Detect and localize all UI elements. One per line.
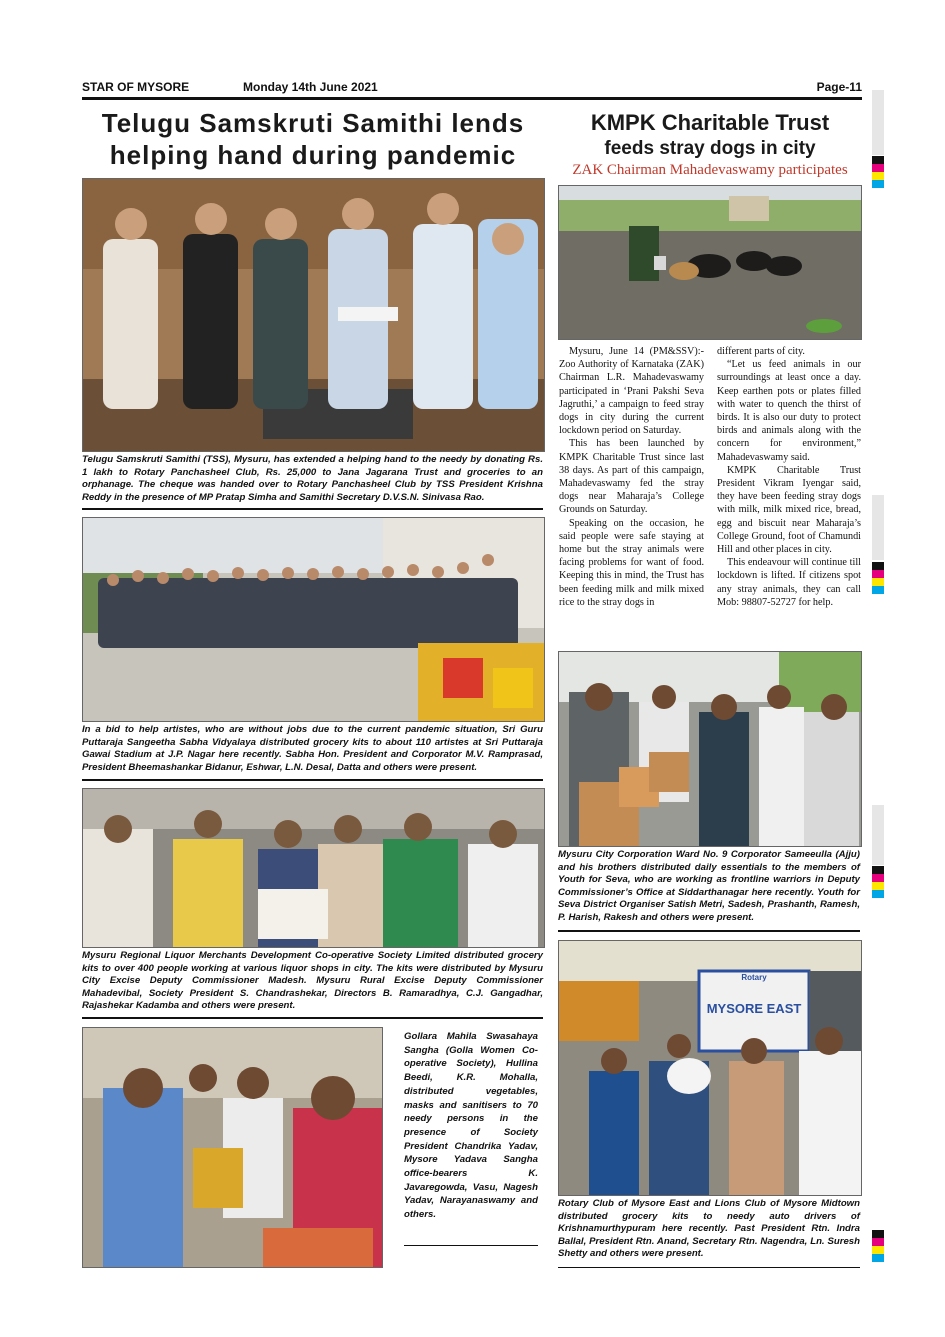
story1-caption: Telugu Samskruti Samithi (TSS), Mysuru, has extended a helping hand to the needy by donating Rs. 1 lakh to Rotary Panchasheel Club, Rs. 25,000 to Jana Jagarana Trust and groceries to an orphanage. The cheque was handed over to Rotary Panchasheel Club by TSS President Krishna Reddy in the presence of MP Pratap Simha and Samithi Secretary D.V.S.N. Sinivasa Rao. (82, 454, 543, 503)
kmpk-column-1 (559, 345, 704, 609)
issue-date: Monday 14th June 2021 (243, 80, 378, 94)
story5-photo (558, 651, 862, 847)
caption-rule (404, 1245, 538, 1246)
story3-photo (82, 788, 545, 948)
kmpk-photo (558, 185, 862, 340)
kmpk-paragraph: Mysuru, June 14 (PM&SSV):- Zoo Authority of Karnataka (ZAK) Chairman L.R. Mahadevaswamy participated in ‘Prani Pakshi Seva Jagruthi,’ a campaign to feed stray dogs in city during the current lockdown period on Saturday. (559, 346, 704, 437)
story6-photo (558, 940, 862, 1196)
caption-rule (82, 779, 543, 781)
story4-photo (82, 1027, 383, 1268)
registration-marks (872, 1230, 884, 1262)
rotary-banner-label: Rotary (741, 973, 767, 982)
paper-name: STAR OF MYSORE (82, 80, 190, 94)
story1-headline: Telugu Samskruti Samithi lends helping hand during pandemic (101, 108, 525, 170)
masthead (82, 80, 862, 96)
page-number: Page-11 (816, 80, 862, 94)
masthead-rule (82, 97, 862, 100)
story1-photo (82, 178, 545, 452)
rotary-banner-text: MYSORE EAST (706, 1001, 802, 1016)
margin-strip (872, 90, 884, 155)
kmpk-paragraph: “Let us feed animals in our surroundings at least once a day. Keep earthen pots or plates filled with water to quench the thirst of birds. It is also our duty to protect birds and animals along with the concern for environment,” Mahadevaswamy said. (717, 359, 861, 463)
kmpk-headline-line2: feeds stray dogs in city (604, 138, 816, 159)
kmpk-paragraph: This has been launched by KMPK Charitable Trust since last 38 days. As part of this campaign, Mahadevaswamy fed the stray dogs near Maharaja’s College Grounds on Saturday. (559, 438, 704, 516)
story4-caption: Gollara Mahila Swasahaya Sangha (Golla Women Co-operative Society), Hullina Beedi, K.R. Mohalla, distributed vegetables, masks and sanitisers to 70 needy persons in the presence of Society President Chandrika Yadav, Mysore Yadava Sangha office-bearers K. Javaregowda, Vasu, Nagesh Yadav, Narayanaswamy and others. (404, 1031, 538, 1221)
story5-caption: Mysuru City Corporation Ward No. 9 Corporator Sameeulla (Ajju) and his brothers distributed daily essentials to the members of Youth for Seva, who are working as frontline warriors in Deputy Commissioner’s Office at Siddarthanagar here recently. Youth for Seva District Organiser Satish Metri, Sadesh, Prashanth, Ramesh, P. Harish, Rakesh and others were present. (558, 849, 860, 923)
story2-photo (82, 517, 545, 722)
margin-strip (872, 805, 884, 865)
kmpk-paragraph: Speaking on the occasion, he said people were safe staying at home but the stray animals were facing problems for want of food. Keeping this in mind, the Trust has been feeding milk and milk mixed rice to the stray dogs in (559, 517, 704, 608)
caption-rule (82, 1017, 543, 1019)
kmpk-headline (558, 110, 862, 162)
registration-marks (872, 156, 884, 188)
story3-caption: Mysuru Regional Liquor Merchants Development Co-operative Society Limited distributed grocery kits to over 400 people working at various liquor shops in city. The kits were distributed by Mysuru City Excise Deputy Commissioner Madesh. Mysuru Rural Excise Deputy Commissioner Mahadevibal, Society President S. Chandrashekar, Directors B. Ramaradhya, C.J. Gangadhar, Rajashekar Kadamba and others were present. (82, 950, 543, 1012)
caption-rule (558, 1267, 860, 1268)
kmpk-paragraph: KMPK Charitable Trust President Vikram Iyengar said, they have been feeding stray dogs with milk, milk mixed rice, bread, egg and biscuit near Maharaja’s College Ground, foot of Chamundi Hill and other places in city. (717, 464, 861, 556)
registration-marks (872, 866, 884, 898)
kmpk-subhead: ZAK Chairman Mahadevaswamy participates (572, 162, 848, 178)
story6-caption: Rotary Club of Mysore East and Lions Club of Mysore Midtown distributed grocery kits to needy auto drivers of Krishnamurthypuram here recently. Past President Rtn. Indra Ballal, President Rtn. Anand, Secretary Rtn. Nagendra, Ln. Suresh Shetty and others were present. (558, 1198, 860, 1260)
caption-rule (82, 508, 543, 510)
story2-caption: In a bid to help artistes, who are without jobs due to the current pandemic situation, Sri Guru Puttaraja Sangeetha Sabha Vidyalaya distributed grocery kits to about 110 artistes at Sri Puttaraja Gawai Stadium at J.P. Nagar here recently. Sabha Hon. President and Corporator M.V. Ramprasad, President Bheemashankar Bidanur, Eshwar, L.N. Desal, Datta and others were present. (82, 724, 543, 773)
kmpk-paragraph: This endeavour will continue till lockdown is lifted. If citizens spot any stray animals, they can call Mob: 98807-52727 for help. (717, 557, 861, 608)
kmpk-paragraph: different parts of city. (717, 346, 805, 357)
caption-rule (558, 930, 860, 932)
kmpk-column-2 (717, 345, 861, 609)
registration-marks (872, 562, 884, 594)
kmpk-headline-line1: KMPK Charitable Trust (590, 110, 830, 135)
margin-strip (872, 495, 884, 560)
